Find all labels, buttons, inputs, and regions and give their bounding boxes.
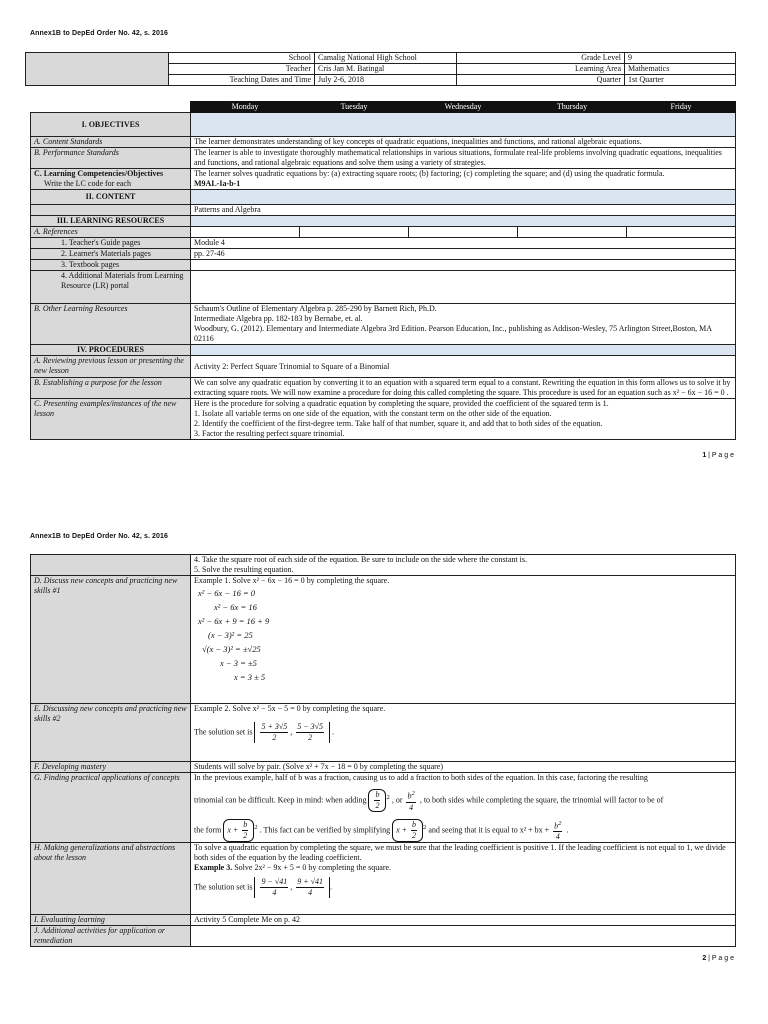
area-value: Mathematics — [625, 64, 736, 75]
lesson-plan-table-1 — [30, 101, 736, 440]
proc-g-text: In the previous example, half of b was a fraction, causing us to add a fraction to both sides of the equation. In this case, factoring the resulting trinomial can be difficult. Keep in mind: when adding $\frac{b}{2}$ $^2$ , or $\frac{b^2}{4}$ , to both sides while completing the square, the trinomial will factor to be of the form x + $\frac{b}{2}$ $^2$ . This fact can be verified by simplifying x + $\frac{b}{2}$ $^2$ and seeing that it is equal to x² + bx + $\frac{b^2}{4}$ . — [191, 773, 736, 843]
lesson-plan-table-2 — [30, 554, 736, 947]
grade-value: 9 — [625, 53, 736, 64]
proc-a-text: Activity 2: Perfect Square Trinomial to Square of a Binomial — [191, 356, 736, 378]
proc-f-label: F. Developing mastery — [31, 762, 191, 773]
ref-teachers-guide-value: Module 4 — [191, 238, 736, 249]
annex-title-2: Annex1B to DepEd Order No. 42, s. 2016 — [30, 533, 169, 540]
page-footer-1: 1 | P a g e — [702, 452, 734, 459]
resources-heading: III. LEARNING RESOURCES — [31, 216, 191, 227]
performance-standards-label: B. Performance Standards — [31, 148, 191, 169]
page-2 — [0, 525, 768, 1024]
page-footer-2: 2 | P a g e — [702, 955, 734, 962]
performance-standards-text: The learner is able to investigate thoroughly mathematical relationships in various situations, formulate real-life problems involving quadratic equations, inequalities and functions, and rational algebraic equations and solve them using a variety of strategies. — [191, 148, 736, 169]
proc-c-continued: 4. Take the square root of each side of the equation. Be sure to include on the side where the constant is. 5. Solve the resulting equation. — [191, 555, 736, 576]
day-tuesday: Tuesday — [300, 102, 409, 113]
day-wednesday: Wednesday — [409, 102, 518, 113]
proc-a-label: A. Reviewing previous lesson or presenting the new lesson — [31, 356, 191, 378]
proc-i-text: Activity 5 Complete Me on p. 42 — [191, 915, 736, 926]
proc-g-label: G. Finding practical applications of concepts — [31, 773, 191, 843]
proc-h-label: H. Making generalizations and abstractions about the lesson — [31, 843, 191, 915]
dates-label: Teaching Dates and Time — [169, 75, 315, 86]
procedures-heading: IV. PROCEDURES — [31, 345, 191, 356]
quarter-value: 1st Quarter — [625, 75, 736, 86]
teacher-label: Teacher — [169, 64, 315, 75]
proc-e-label: E. Discussing new concepts and practicing new skills #2 — [31, 704, 191, 762]
content-value: Patterns and Algebra — [191, 205, 736, 216]
example-2-solution: The solution set is $\frac{5 + 3√5}{2}$ , $\frac{5 - 3√5}{2}$ . — [194, 722, 335, 742]
proc-i-label: I. Evaluating learning — [31, 915, 191, 926]
example-3-solution: The solution set is $\frac{9 - √41}{4}$ , $\frac{9 + √41}{4}$ . — [194, 877, 333, 898]
proc-b-label: B. Establishing a purpose for the lesson — [31, 378, 191, 399]
proc-c-text: Here is the procedure for solving a quadratic equation by completing the square, provided the coefficient of the squared term is 1. 1. Isolate all variable terms on one side of the equation, with the constant term on the other side of the equation. 2. Identify the coefficient of the first-degree term. Take half of that number, square it, and add that to both sides of the equation. 3. Factor the resulting perfect square trinomial. — [191, 399, 736, 440]
proc-d-label: D. Discuss new concepts and practicing new skills #1 — [31, 576, 191, 704]
references-label: A. References — [31, 227, 191, 238]
proc-e-text: Example 2. Solve x² − 5x − 5 = 0 by completing the square. The solution set is $\frac{5 + 3√5}{2}$ , $\frac{5 - 3√5}{2}$ . — [191, 704, 736, 762]
school-label: School — [169, 53, 315, 64]
quarter-label: Quarter — [457, 75, 625, 86]
ref-teachers-guide-label: 1. Teacher's Guide pages — [31, 238, 191, 249]
proc-b-text: We can solve any quadratic equation by converting it to an equation with a squared term equal to a constant. Rewriting the equation in this form allows us to solve it by extracting square roots. We will now examine a procedure for doing this called completing the square. This procedure is used for an equation such as x² − 6x − 16 = 0 . — [191, 378, 736, 399]
ref-lr-portal-label: 4. Additional Materials from Learning Resource (LR) portal — [31, 271, 191, 304]
b-squared-over-4: $\frac{b^2}{4}$ — [407, 790, 415, 812]
grade-label: Grade Level — [457, 53, 625, 64]
content-heading: II. CONTENT — [31, 190, 191, 205]
solution-set-braces: $\frac{5 + 3√5}{2}$ , $\frac{5 - 3√5}{2}$ — [254, 722, 330, 743]
ref-learners-materials-label: 2. Learner's Materials pages — [31, 249, 191, 260]
header-table — [25, 52, 736, 86]
proc-f-text: Students will solve by pair. (Solve x² + 7x − 18 = 0 by completing the square) — [191, 762, 736, 773]
proc-c-label: C. Presenting examples/instances of the new lesson — [31, 399, 191, 440]
other-resources-label: B. Other Learning Resources — [31, 304, 191, 345]
teacher-value: Cris Jan M. Batingal — [315, 64, 457, 75]
day-monday: Monday — [191, 102, 300, 113]
example-1-steps: x² − 6x − 16 = 0 x² − 6x = 16 x² − 6x + 9 = 16 + 9 (x − 3)² = 25 √(x − 3)² = ±√25 x − 3 = ±5 x = 3 ± 5 — [198, 588, 270, 682]
dates-value: July 2-6, 2018 — [315, 75, 457, 86]
area-label: Learning Area — [457, 64, 625, 75]
competencies-label: C. Learning Competencies/Objectives Write the LC code for each — [31, 169, 191, 190]
proc-h-text: To solve a quadratic equation by completing the square, we must be sure that the leading coefficient is positive 1. If the leading coefficient is not equal to 1, we divide both sides of the equation by the leading coefficient. Example 3. Solve 2x² − 9x + 5 = 0 by completing the square. The solution set is $\frac{9 - √41}{4}$ , $\frac{9 + √41}{4}$ . — [191, 843, 736, 915]
competency-code: M9AL-Ia-b-1 — [194, 179, 241, 188]
b-over-2-squared: $\frac{b}{2}$ — [368, 789, 386, 812]
ref-textbook-label: 3. Textbook pages — [31, 260, 191, 271]
proc-d-text: Example 1. Solve x² − 6x − 16 = 0 by completing the square. x² − 6x − 16 = 0 x² − 6x = 16 x² − 6x + 9 = 16 + 9 (x − 3)² = 25 √(x − 3)² = ±√25 x − 3 = ±5 x = 3 ± 5 — [191, 576, 736, 704]
school-value: Camalig National High School — [315, 53, 457, 64]
objectives-heading: I. OBJECTIVES — [31, 113, 191, 137]
ref-learners-materials-value: pp. 27-46 — [191, 249, 736, 260]
header-blank — [26, 53, 169, 86]
competencies-text: The learner solves quadratic equations by: (a) extracting square roots; (b) factoring; (c) completing the square; and (d) using the quadratic formula. M9AL-Ia-b-1 — [191, 169, 736, 190]
day-thursday: Thursday — [518, 102, 627, 113]
annex-title: Annex1B to DepEd Order No. 42, s. 2016 — [30, 30, 169, 37]
page-1 — [0, 0, 768, 470]
proc-j-label: J. Additional activities for application or remediation — [31, 926, 191, 947]
content-standards-text: The learner demonstrates understanding of key concepts of quadratic equations, inequalities and functions, and rational algebraic equations. — [191, 137, 736, 148]
content-standards-label: A. Content Standards — [31, 137, 191, 148]
other-resources-text: Schaum's Outline of Elementary Algebra p. 285-290 by Barnett Rich, Ph.D. Intermediate Algebra pp. 182-183 by Bernabe, et. al. Woodbury, G. (2012). Elementary and Intermediate Algebra 3rd Edition. Pearson Education, Inc., publishing as Addison-Wesley, 75 Arlington Street,Boston, MA 02116 — [191, 304, 736, 345]
day-friday: Friday — [627, 102, 736, 113]
